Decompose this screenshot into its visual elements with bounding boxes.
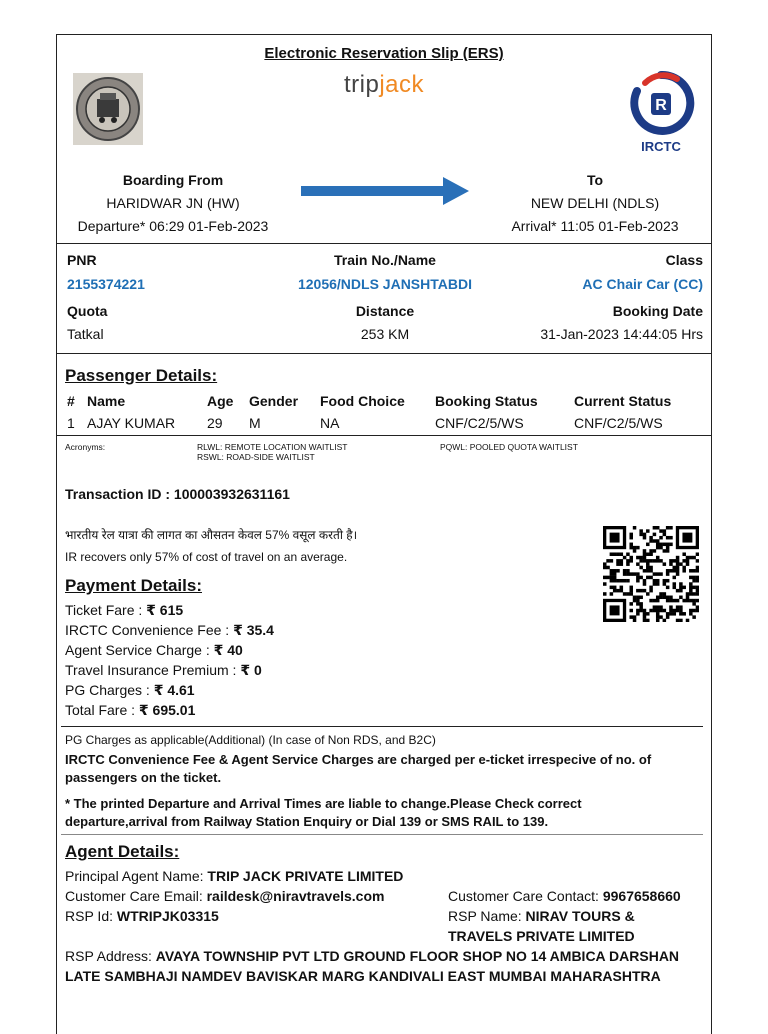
distance-label: Distance (355, 303, 415, 319)
svg-text:R: R (655, 97, 667, 114)
payment-pg-charges: PG Charges : ₹ 4.61 (65, 682, 195, 698)
cost-notice-english: IR recovers only 57% of cost of travel on an average. (65, 550, 348, 564)
payment-ticket-fare: Ticket Fare : ₹ 615 (65, 602, 184, 618)
qr-code (603, 526, 699, 622)
col-header-gender: Gender (249, 393, 299, 409)
svg-text:IRCTC: IRCTC (641, 139, 681, 154)
quota-value: Tatkal (67, 326, 104, 342)
col-header-current-status: Current Status (574, 393, 672, 409)
rsp-address-continued: LATE SAMBHAJI NAMDEV BAVISKAR MARG KANDIVALI EAST MUMBAI MAHARASHTRA (65, 968, 661, 984)
principal-agent: Principal Agent Name: TRIP JACK PRIVATE LIMITED (65, 868, 404, 884)
cost-notice-hindi: भारतीय रेल यात्रा की लागत का औसतन केवल 57% वसूल करती है। (65, 528, 358, 542)
from-station: HARIDWAR JN (HW) (106, 195, 240, 211)
payment-insurance: Travel Insurance Premium : ₹ 0 (65, 662, 262, 678)
passenger-current-status: CNF/C2/5/WS (574, 415, 663, 431)
col-header-booking-status: Booking Status (435, 393, 538, 409)
payment-details-heading: Payment Details: (65, 576, 202, 595)
divider (57, 353, 711, 354)
pg-note: PG Charges as applicable(Additional) (In case of Non RDS, and B2C) (65, 733, 436, 747)
class-value: AC Chair Car (CC) (582, 276, 703, 292)
acronyms-label: Acronyms: (65, 442, 106, 452)
rsp-name: RSP Name: NIRAV TOURS & (448, 908, 635, 924)
divider (61, 726, 703, 727)
customer-care-email: Customer Care Email: raildesk@niravtravels.com (65, 888, 385, 904)
to-station: NEW DELHI (NDLS) (530, 195, 660, 211)
irctc-logo (625, 69, 697, 155)
train-label: Train No./Name (334, 252, 436, 268)
arrival-time: Arrival* 11:05 01-Feb-2023 (511, 218, 679, 234)
passenger-booking-status: CNF/C2/5/WS (435, 415, 524, 431)
divider (57, 243, 711, 244)
passenger-name: AJAY KUMAR (87, 415, 176, 431)
convenience-note: IRCTC Convenience Fee & Agent Service Charges are charged per e-ticket irrespecive of no. of passengers on the ticket. (65, 752, 652, 785)
pnr-value: 2155374221 (67, 276, 145, 292)
pnr-label: PNR (67, 252, 97, 268)
class-label: Class (665, 252, 703, 268)
payment-agent-charge: Agent Service Charge : ₹ 40 (65, 642, 243, 658)
boarding-from-label: Boarding From (122, 172, 224, 188)
quota-label: Quota (67, 303, 108, 319)
ers-title: Electronic Reservation Slip (ERS) (264, 45, 504, 62)
passenger-gender: M (249, 415, 261, 431)
tripjack-logo: tripjack (343, 71, 425, 98)
acronym-pqwl: PQWL: POOLED QUOTA WAITLIST (440, 442, 578, 452)
rsp-name-continued: TRAVELS PRIVATE LIMITED (448, 928, 635, 944)
transaction-id: Transaction ID : 100003932631161 (65, 486, 290, 502)
rsp-address: RSP Address: AVAYA TOWNSHIP PVT LTD GROUND FLOOR SHOP NO 14 AMBICA DARSHAN (65, 948, 680, 964)
booking-date-value: 31-Jan-2023 14:44:05 Hrs (540, 326, 703, 342)
direction-arrow-icon (301, 175, 471, 207)
departure-time: Departure* 06:29 01-Feb-2023 (77, 218, 269, 234)
booking-date-label: Booking Date (612, 303, 703, 319)
acronym-rswl: RSWL: ROAD-SIDE WAITLIST (197, 452, 315, 462)
train-value: 12056/NDLS JANSHTABDI (297, 276, 472, 292)
col-header-age: Age (207, 393, 234, 409)
distance-value: 253 KM (360, 326, 410, 342)
acronym-rlwl: RLWL: REMOTE LOCATION WAITLIST (197, 442, 348, 452)
rsp-id: RSP Id: WTRIPJK03315 (65, 908, 219, 924)
passenger-details-heading: Passenger Details: (65, 366, 218, 385)
timing-note: * The printed Departure and Arrival Times are liable to change.Please Check correct departure,arrival from Railway Station Enquiry or Dial 139 or SMS RAIL to 139. (65, 796, 582, 829)
passenger-food: NA (320, 415, 340, 431)
col-header-index: # (67, 393, 75, 409)
customer-care-contact: Customer Care Contact: 9967658660 (448, 888, 681, 904)
indian-railways-logo (73, 73, 143, 145)
divider (57, 435, 711, 436)
payment-total-fare: Total Fare : ₹ 695.01 (65, 702, 196, 718)
divider (61, 834, 703, 835)
payment-irctc-fee: IRCTC Convenience Fee : ₹ 35.4 (65, 622, 274, 638)
col-header-food: Food Choice (320, 393, 405, 409)
ers-document (56, 34, 712, 1034)
agent-details-heading: Agent Details: (65, 842, 180, 861)
col-header-name: Name (87, 393, 126, 409)
passenger-index: 1 (67, 415, 75, 431)
to-label: To (586, 172, 604, 188)
passenger-age: 29 (207, 415, 223, 431)
